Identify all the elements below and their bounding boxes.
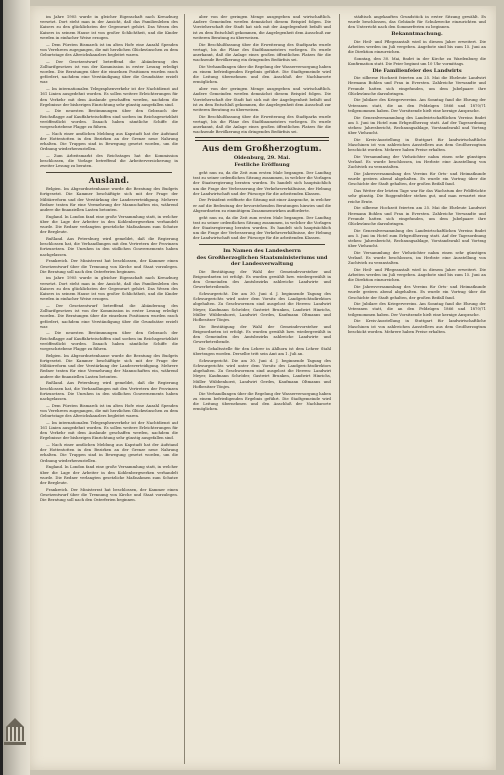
article-paragraph: Frankreich. Der Ministerrat hat beschlossen, der Kammer einen Gesetzentwurf über die Trennung von Kirche und Staat vorzulegen. Die Beratung soll nach den Osterferien beginnen. xyxy=(40,486,178,503)
article-paragraph: Die Kreis-Ausstellung in Stuttgart für landwirtschaftliche Maschinen ist von zahlreichen Ausstellern aus dem Großherzogtum beschickt worden. Mehrere haben Preise erhalten. xyxy=(348,318,486,334)
column-rule-1 xyxy=(184,14,185,764)
section-divider xyxy=(46,172,172,173)
section-divider xyxy=(199,244,325,245)
article-paragraph: aber von der geringen Menge ausgegeben und wirtschaftlich. Andere Gemeinden werden demnächst diesem Beispiel folgen. Die Vorsteherschaft der Stadt hat sich mit der Angelegenheit befaßt und ist zu dem Entschluß gekommen, die Angelegenheit dem Ausschuß zur weiteren Beratung zu überweisen. xyxy=(193,14,331,40)
article-paragraph: Die Generalversammlung des Landwirtschaftlichen Vereins findet am 5. Juni im Hotel zum Erbgroßherzog statt. Auf der Tagesordnung stehen: Jahresbericht, Rechnungsablage, Vorstandswahl und Vortrag über Viehzucht. xyxy=(348,114,486,136)
newspaper-page xyxy=(30,6,496,770)
article-heading: Die Familienfeier des Landwirts xyxy=(372,67,462,74)
article-heading: Im Namen des Landesherrn xyxy=(223,247,301,254)
article-heading: Festliche Eröffnung xyxy=(234,162,290,169)
article-paragraph: Die Jubilare des Kriegervereins. Am Sonntag fand die Ehrung der Veteranen statt, die an den Feldzügen 1866 und 1870/71 teilgenommen haben. Der Vorsitzende hielt eine kernige Ansprache. xyxy=(348,97,486,113)
article-paragraph: — Zum Arbeitsmarkt des Reichstages hat die Kommission beschlossen, die Vorlage betreffend die Arbeiterversicherung in zweiter Lesung zu beraten. xyxy=(40,153,178,169)
article-paragraph: Der Präsident eröffnete die Sitzung mit einer Ansprache, in welcher er auf die Bedeutung der bevorstehenden Beratungen hinwies und die Abgeordneten zu einmütigem Zusammenwirken aufforderte. xyxy=(193,197,331,213)
library-logo xyxy=(4,718,26,764)
article-heading: Bekanntmachung. xyxy=(391,31,443,38)
column-middle xyxy=(193,14,331,762)
article-paragraph: im Jahre 1905 wurde in gleicher Eigenschaft nach Kreuzburg versetzt. Dort steht man in der Ansicht, daß das Familienleben des Kaisers zu den glücklichsten der Gegenwart gehört. Das Wesen des Kaisers in seinem Hause ist von großer Schlichtheit, und die Kinder werden in einfacher Weise erzogen. xyxy=(40,275,178,302)
article-paragraph: Die Beschlußfassung über die Erweiterung des Stadtparks wurde vertagt, bis die Pläne des Stadtbaumeisters vorliegen. Es wurde anerkannt, daß die Anlage eines großen öffentlichen Platzes für die wachsende Bevölkerung ein dringendes Bedürfnis sei. xyxy=(193,113,331,135)
article-paragraph: — Nach einer amtlichen Meldung aus Kapstadt hat der Aufstand der Hottentotten in den Bezirken an der Grenze neue Nahrung erhalten. Die Truppen sind in Bewegung gesetzt worden, um die Ordnung wiederherzustellen. xyxy=(40,442,178,463)
article-paragraph: — Im internationalen Telegraphenverkehr ist der Nachtdienst auf 161 Linien ausgedehnt worden. Es sollen weitere Erleichterungen für den Verkehr mit dem Auslande geschaffen werden, nachdem die Ergebnisse der bisherigen Einrichtung sehr günstig ausgefallen sind. xyxy=(40,419,178,441)
section-divider xyxy=(195,137,329,141)
article-paragraph: Die Beschlußfassung über die Erweiterung des Stadtparks wurde vertagt, bis die Pläne des Stadtbaumeisters vorliegen. Es wurde anerkannt, daß die Anlage eines großen öffentlichen Platzes für die wachsende Bevölkerung ein dringendes Bedürfnis sei. xyxy=(193,41,331,63)
article-paragraph: — Der Gesetzentwurf betreffend die Abänderung des Zolltarifgesetzes ist von der Kommission in erster Lesung erledigt worden. Die Beratungen über die einzelnen Positionen wurden rasch gefördert, nachdem eine Verständigung über die Grundsätze erzielt war. xyxy=(40,302,178,329)
article-paragraph: Frankreich. Der Ministerrat hat beschlossen, der Kammer einen Gesetzentwurf über die Trennung von Kirche und Staat vorzulegen. Die Beratung soll nach den Osterferien beginnen. xyxy=(40,258,178,274)
page-edge-shadow xyxy=(0,0,3,775)
article-paragraph: — Die neuesten Bestimmungen über den Gebrauch der Reichsflagge auf Kauffahrteischiffen sind soeben im Reichsgesetzblatt veröffentlicht worden. Danach haben sämtliche Schiffe die vorgeschriebene Flagge zu führen. xyxy=(40,108,178,130)
article-paragraph: geht nun zu, da die Zeit zum ersten Male begangen. Der Landtag trat zu seiner ordentlichen Sitzung zusammen, in welcher die Vorlagen der Staatsregierung beraten wurden. Es handelt sich hauptsächlich um die Frage der Verbesserung der Verkehrsverhältnisse, der Hebung der Landwirtschaft und der Fürsorge für die arbeitenden Klassen. xyxy=(193,169,331,196)
article-subheading: des Großherzoglichen Staatsministeriums und der Landesverwaltung xyxy=(196,255,328,268)
article-paragraph: aber von der geringen Menge ausgegeben und wirtschaftlich. Andere Gemeinden werden demnächst diesem Beispiel folgen. Die Vorsteherschaft der Stadt hat sich mit der Angelegenheit befaßt und ist zu dem Entschluß gekommen, die Angelegenheit dem Ausschuß zur weiteren Beratung zu überweisen. xyxy=(193,86,331,112)
library-building-icon xyxy=(6,718,24,727)
article-paragraph: geht nun zu, da die Zeit zum ersten Male begangen. Der Landtag trat zu seiner ordentlichen Sitzung zusammen, in welcher die Vorlagen der Staatsregierung beraten wurden. Es handelt sich hauptsächlich um die Frage der Verbesserung der Verkehrsverhältnisse, der Hebung der Landwirtschaft und der Fürsorge für die arbeitenden Klassen. xyxy=(193,214,331,241)
column-rule-2 xyxy=(339,14,340,764)
article-paragraph: — Der Gesetzentwurf betreffend die Abänderung des Zolltarifgesetzes ist von der Kommission in erster Lesung erledigt worden. Die Beratungen über die einzelnen Positionen wurden rasch gefördert, nachdem eine Verständigung über die Grundsätze erzielt war. xyxy=(40,58,178,85)
article-paragraph: — Im internationalen Telegraphenverkehr ist der Nachtdienst auf 161 Linien ausgedehnt worden. Es sollen weitere Erleichterungen für den Verkehr mit dem Auslande geschaffen werden, nachdem die Ergebnisse der bisherigen Einrichtung sehr günstig ausgefallen sind. xyxy=(40,86,178,107)
book-spine xyxy=(0,0,30,775)
article-paragraph: Sonntag, den 30. Mai, findet in der Kirche zu Wardenburg die Konfirmation statt. Die Feier beginnt um 10 Uhr vormittags. xyxy=(348,55,486,66)
article-paragraph: Die Generalversammlung des Landwirtschaftlichen Vereins findet am 5. Juni im Hotel zum Erbgroßherzog statt. Auf der Tagesordnung stehen: Jahresbericht, Rechnungsablage, Vorstandswahl und Vortrag über Viehzucht. xyxy=(348,227,486,249)
article-paragraph: Die Heil- und Pflegeanstalt wird in diesem Jahre erweitert. Die Arbeiten werden im Juli vergeben. Angebote sind bis zum 15. Juni an die Direktion einzureichen. xyxy=(348,267,486,283)
article-paragraph: Die Versammlung der Viehzüchter nahm einen sehr günstigen Verlauf. Es wurde beschlossen, im Herbste eine Ausstellung von Zuchtvieh zu veranstalten. xyxy=(348,249,486,266)
article-paragraph: Die Jahresversammlung des Vereins für Orts- und Heimatkunde wurde gestern abend abgehalten. Es wurde ein Vortrag über die Geschichte der Stadt gehalten, der großen Beifall fand. xyxy=(348,171,486,187)
column-left xyxy=(40,14,178,762)
article-paragraph: Die Bestätigung der Wahl der Gemeindevorsteher und Beigeordneten ist erfolgt. Es wurden gewählt bzw. wiedergewählt in den Gemeinden des Amtsbezirks zahlreiche Landwirte und Gewerbetreibende. xyxy=(193,268,331,290)
article-paragraph: Die Kreis-Ausstellung in Stuttgart für landwirtschaftliche Maschinen ist von zahlreichen Ausstellern aus dem Großherzogtum beschickt worden. Mehrere haben Preise erhalten. xyxy=(348,136,486,153)
article-paragraph: Belgien. Im Abgeordnetenhause wurde die Beratung des Budgets fortgesetzt. Die Kammer beschäftigte sich mit der Frage der Militärreform und der Verstärkung der Landesverteidigung. Mehrere Redner traten für eine Vermehrung der Mannschaften ein, während andere die finanziellen Lasten betonten. xyxy=(40,352,178,379)
article-paragraph: Die Verhandlungen über die Regelung der Wasserversorgung haben zu einem befriedigenden Ergebnis geführt. Die Stadtgemeinde wird die Leitung übernehmen und den Anschluß der Nachbarorte ermöglichen. xyxy=(193,63,331,85)
article-paragraph: England. In London fand eine große Versammlung statt, in welcher über die Lage der Arbeiter in den Kohlenbergwerken verhandelt wurde. Die Redner verlangten gesetzliche Maßnahmen zum Schutze der Bergleute. xyxy=(40,464,178,485)
section-heading-grossherzogtum: Aus dem Großherzogtum. xyxy=(202,143,322,154)
article-paragraph: — Die neuesten Bestimmungen über den Gebrauch der Reichsflagge auf Kauffahrteischiffen sind soeben im Reichsgesetzblatt veröffentlicht worden. Danach haben sämtliche Schiffe die vorgeschriebene Flagge zu führen. xyxy=(40,330,178,352)
article-paragraph: — Dem Fürsten Bismarck ist im alten Hofe eine Anzahl Spenden von Verehrern zugegangen, die mit herzlichen Glückwünschen zu dem Geburtstage des Altreichskanzlers begleitet waren. xyxy=(40,402,178,419)
article-paragraph: Die Jubilare des Kriegervereins. Am Sonntag fand die Ehrung der Veteranen statt, die an den Feldzügen 1866 und 1870/71 teilgenommen haben. Der Vorsitzende hielt eine kernige Ansprache. xyxy=(348,301,486,317)
article-paragraph: Die Heil- und Pflegeanstalt wird in diesem Jahre erweitert. Die Arbeiten werden im Juli vergeben. Angebote sind bis zum 15. Juni an die Direktion einzureichen. xyxy=(348,38,486,55)
section-heading-ausland: Ausland. xyxy=(88,174,130,185)
article-paragraph: städtisch angekauften Grundstück in erster Sitzung gewählt. Es wurde beschlossen, das Gebäude für Schulzwecke einzurichten und den Unterricht nach den Sommerferien zu beginnen. xyxy=(348,14,486,30)
article-paragraph: Das Wetter der letzten Tage war für das Wachstum der Feldfrüchte sehr günstig. Die Roggenfelder stehen gut, und man erwartet eine reiche Ernte. xyxy=(348,188,486,204)
article-paragraph: Belgien. Im Abgeordnetenhause wurde die Beratung des Budgets fortgesetzt. Die Kammer beschäftigte sich mit der Frage der Militärreform und der Verstärkung der Landesverteidigung. Mehrere Redner traten für eine Vermehrung der Mannschaften ein, während andere die finanziellen Lasten betonten. xyxy=(40,186,178,212)
article-paragraph: — Dem Fürsten Bismarck ist im alten Hofe eine Anzahl Spenden von Verehrern zugegangen, die mit herzlichen Glückwünschen zu dem Geburtstage des Altreichskanzlers begleitet waren. xyxy=(40,41,178,57)
article-paragraph: — Nach einer amtlichen Meldung aus Kapstadt hat der Aufstand der Hottentotten in den Bezirken an der Grenze neue Nahrung erhalten. Die Truppen sind in Bewegung gesetzt worden, um die Ordnung wiederherzustellen. xyxy=(40,130,178,152)
article-paragraph: Die silberne Hochzeit feierten am 25. Mai die Eheleute Landwirt Hermann Bohlen und Frau in Eversten. Zahlreiche Verwandte und Freunde hatten sich eingefunden, um dem Jubelpaare ihre Glückwünsche darzubringen. xyxy=(348,205,486,226)
article-paragraph: Schwurgericht. Die am 30. Juni d. J. beginnende Tagung des Schwurgerichts wird unter dem Vorsitz des Landgerichtsdirektors abgehalten. Zu Geschworenen sind ausgelost die Herren: Landwirt Meyer, Kaufmann Schröder, Gastwirt Brunken, Landwirt Hinrichs, Müller Wübbenhorst, Landwirt Gerdes, Kaufmann Oltmanns und Hofbesitzer Tönjes. xyxy=(193,357,331,389)
article-paragraph: England. In London fand eine große Versammlung statt, in welcher über die Lage der Arbeiter in den Kohlenbergwerken verhandelt wurde. Die Redner verlangten gesetzliche Maßnahmen zum Schutze der Bergleute. xyxy=(40,213,178,235)
article-paragraph: Die silberne Hochzeit feierten am 25. Mai die Eheleute Landwirt Hermann Bohlen und Frau in Eversten. Zahlreiche Verwandte und Freunde hatten sich eingefunden, um dem Jubelpaare ihre Glückwünsche darzubringen. xyxy=(348,75,486,96)
article-paragraph: Die Jahresversammlung des Vereins für Orts- und Heimatkunde wurde gestern abend abgehalten. Es wurde ein Vortrag über die Geschichte der Stadt gehalten, der großen Beifall fand. xyxy=(348,284,486,300)
article-paragraph: Die Bestätigung der Wahl der Gemeindevorsteher und Beigeordneten ist erfolgt. Es wurden gewählt bzw. wiedergewählt in den Gemeinden des Amtsbezirks zahlreiche Landwirte und Gewerbetreibende. xyxy=(193,323,331,345)
article-paragraph: Die Versammlung der Viehzüchter nahm einen sehr günstigen Verlauf. Es wurde beschlossen, im Herbste eine Ausstellung von Zuchtvieh zu veranstalten. xyxy=(348,153,486,170)
dateline: Oldenburg, 29. Mai. xyxy=(233,154,291,161)
article-paragraph: Schwurgericht. Die am 30. Juni d. J. beginnende Tagung des Schwurgerichts wird unter dem Vorsitz des Landgerichtsdirektors abgehalten. Zu Geschworenen sind ausgelost die Herren: Landwirt Meyer, Kaufmann Schröder, Gastwirt Brunken, Landwirt Hinrichs, Müller Wübbenhorst, Landwirt Gerdes, Kaufmann Oltmanns und Hofbesitzer Tönjes. xyxy=(193,290,331,322)
article-paragraph: Die Gehaltsstelle für den Lehrer in Ahlhorn ist dem Lehrer Stahl übertragen worden. Derselbe tritt sein Amt am 1. Juli an. xyxy=(193,345,331,357)
column-right xyxy=(348,14,486,762)
article-paragraph: Rußland. Aus Petersburg wird gemeldet, daß die Regierung beschlossen hat, die Verhandlungen mit den Vertretern der Provinzen fortzusetzen. Die Unruhen in den südlichen Gouvernements haben nachgelassen. xyxy=(40,236,178,257)
article-paragraph: Die Verhandlungen über die Regelung der Wasserversorgung haben zu einem befriedigenden Ergebnis geführt. Die Stadtgemeinde wird die Leitung übernehmen und den Anschluß der Nachbarorte ermöglichen. xyxy=(193,390,331,412)
article-paragraph: im Jahre 1905 wurde in gleicher Eigenschaft nach Kreuzburg versetzt. Dort steht man in der Ansicht, daß das Familienleben des Kaisers zu den glücklichsten der Gegenwart gehört. Das Wesen des Kaisers in seinem Hause ist von großer Schlichtheit, und die Kinder werden in einfacher Weise erzogen. xyxy=(40,14,178,40)
article-paragraph: Rußland. Aus Petersburg wird gemeldet, daß die Regierung beschlossen hat, die Verhandlungen mit den Vertretern der Provinzen fortzusetzen. Die Unruhen in den südlichen Gouvernements haben nachgelassen. xyxy=(40,380,178,401)
